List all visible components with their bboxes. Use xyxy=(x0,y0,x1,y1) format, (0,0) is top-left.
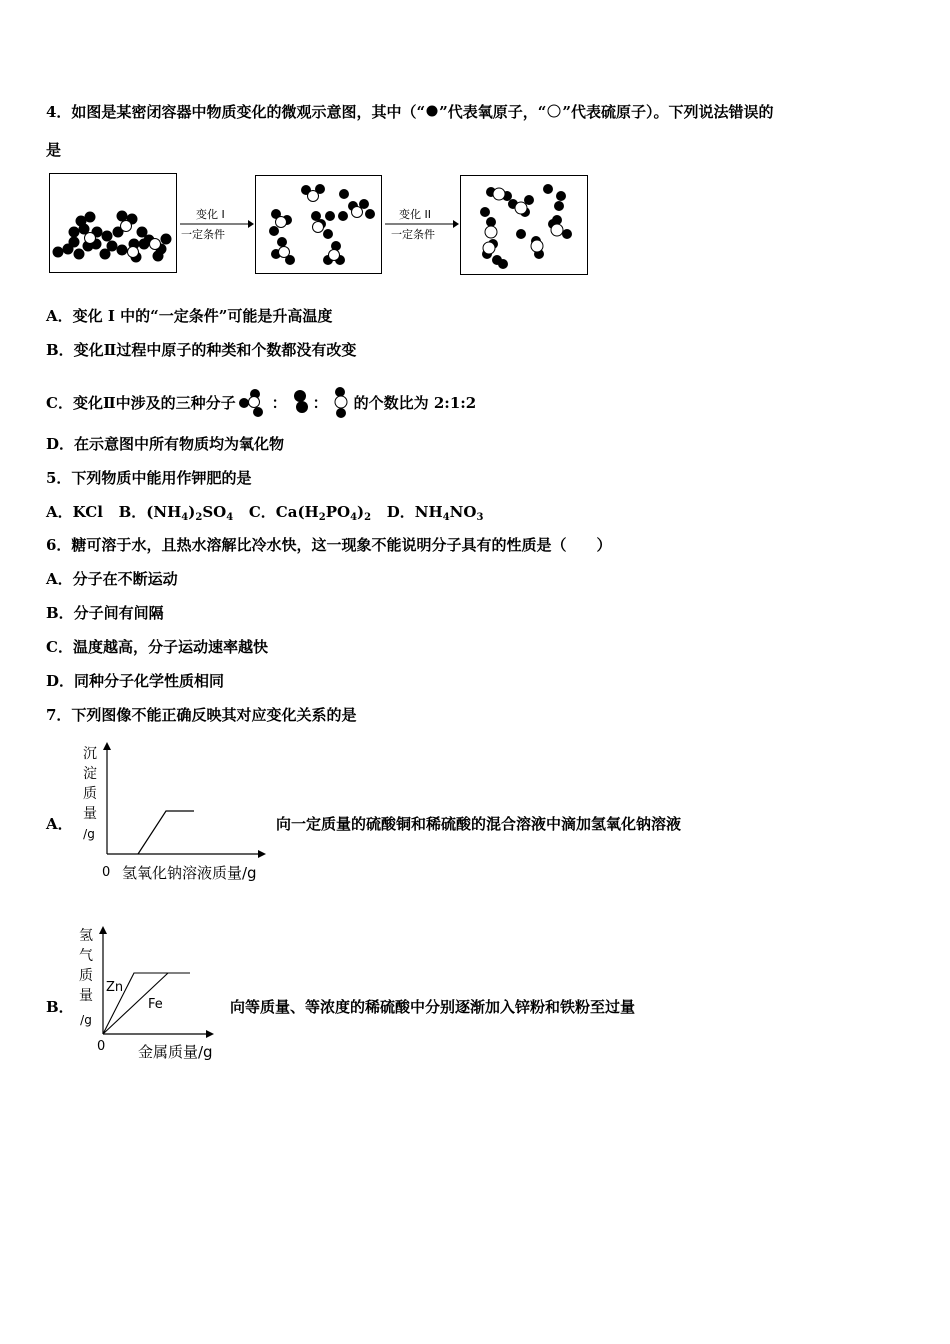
graph-a-ylabel-3: 质 xyxy=(83,786,97,802)
arrow1-condition: 一定条件 xyxy=(181,228,225,241)
graph-b-ylabel-4: 量 xyxy=(79,988,93,1004)
graph-a-ylabel-2: 淀 xyxy=(83,766,97,782)
graph-b-ylabel-2: 气 xyxy=(79,948,93,964)
arrow-transform-2 xyxy=(383,205,459,243)
graph-a-ylabel-4: 量 xyxy=(83,806,97,822)
graph-a-ylabel-1: 沉 xyxy=(83,746,97,762)
graph-a-origin: 0 xyxy=(102,865,111,880)
graph-b-ylabel-1: 氢 xyxy=(79,928,93,944)
molecules-after xyxy=(461,176,587,274)
o2-molecule-icon xyxy=(287,386,313,418)
oxygen-atom-icon xyxy=(425,104,439,118)
graph-b xyxy=(72,918,232,1066)
q5-options xyxy=(46,502,483,528)
q4-option-d: D．在示意图中所有物质均为氧化物 xyxy=(46,435,285,453)
arrow1-label: 变化 I xyxy=(196,208,225,221)
q4-stem-line1: 4．如图是某密闭容器中物质变化的微观示意图，其中（“ ”代表氧原子，“ ”代表硫原子）。下列说法错误的 xyxy=(46,103,774,121)
graph-b-origin: 0 xyxy=(97,1039,106,1054)
q6-option-a: A．分子在不断运动 xyxy=(46,570,178,588)
q4-option-a: A．变化 I 中的“一定条件”可能是升高温度 xyxy=(46,307,333,325)
q7-option-b-letter: B． xyxy=(46,998,74,1016)
diagram-box-after xyxy=(460,175,588,275)
q6-option-d: D．同种分子化学性质相同 xyxy=(46,672,225,690)
q5-option-b: B．$(NH_4)_2SO_4$ xyxy=(118,503,234,523)
q7-option-a-description: 向一定质量的硫酸铜和稀硫酸的混合溶液中滴加氢氧化钠溶液 xyxy=(276,815,682,833)
diagram-box-before xyxy=(49,173,177,273)
graph-b-xlabel: 金属质量/g xyxy=(138,1043,213,1061)
q4-stem-line2: 是 xyxy=(46,141,62,159)
graph-a-line xyxy=(138,811,194,854)
arrow2-label: 变化 II xyxy=(399,208,431,221)
molecules-middle xyxy=(256,176,381,273)
diagram-box-middle xyxy=(255,175,382,274)
q7-option-a-letter: A． xyxy=(46,815,73,833)
graph-b-ylabel-3: 质 xyxy=(79,968,93,984)
graph-a-ylabel-5: /g xyxy=(83,827,95,841)
graph-a xyxy=(76,738,276,886)
graph-b-ylabel-5: /g xyxy=(80,1013,92,1027)
q5-option-d: D．$NH_4NO_3$ xyxy=(386,503,484,523)
q7-stem: 7．下列图像不能正确反映其对应变化关系的是 xyxy=(46,706,357,724)
sulfur-atom-icon xyxy=(546,104,562,118)
q5-stem: 5．下列物质中能用作钾肥的是 xyxy=(46,469,252,487)
graph-a-xlabel: 氢氧化钠溶液质量/g xyxy=(122,864,257,882)
molecules-before xyxy=(50,174,176,272)
q5-option-a: A．KCl xyxy=(46,503,103,521)
q7-option-b-description: 向等质量、等浓度的稀硫酸中分别逐渐加入锌粉和铁粉至过量 xyxy=(230,998,636,1016)
q4-option-c: C．变化Ⅱ中涉及的三种分子 ： ： 的个数比为 2:1:2 xyxy=(46,386,476,420)
so3-molecule-icon xyxy=(328,386,354,420)
q5-option-c: C．$Ca(H_2PO_4)_2$ xyxy=(248,503,372,523)
q6-stem: 6．糖可溶于水，且热水溶解比冷水快，这一现象不能说明分子具有的性质是（ ） xyxy=(46,536,612,554)
q6-option-b: B．分子间有间隔 xyxy=(46,604,164,622)
so2-molecule-icon xyxy=(236,386,272,418)
q4-option-b: B．变化Ⅱ过程中原子的种类和个数都没有改变 xyxy=(46,341,357,359)
q6-option-c: C．温度越高，分子运动速率越快 xyxy=(46,638,268,656)
graph-b-label-zn: Zn xyxy=(106,980,124,995)
arrow-transform-1 xyxy=(178,205,254,243)
graph-b-label-fe: Fe xyxy=(148,997,163,1012)
arrow2-condition: 一定条件 xyxy=(391,228,435,241)
